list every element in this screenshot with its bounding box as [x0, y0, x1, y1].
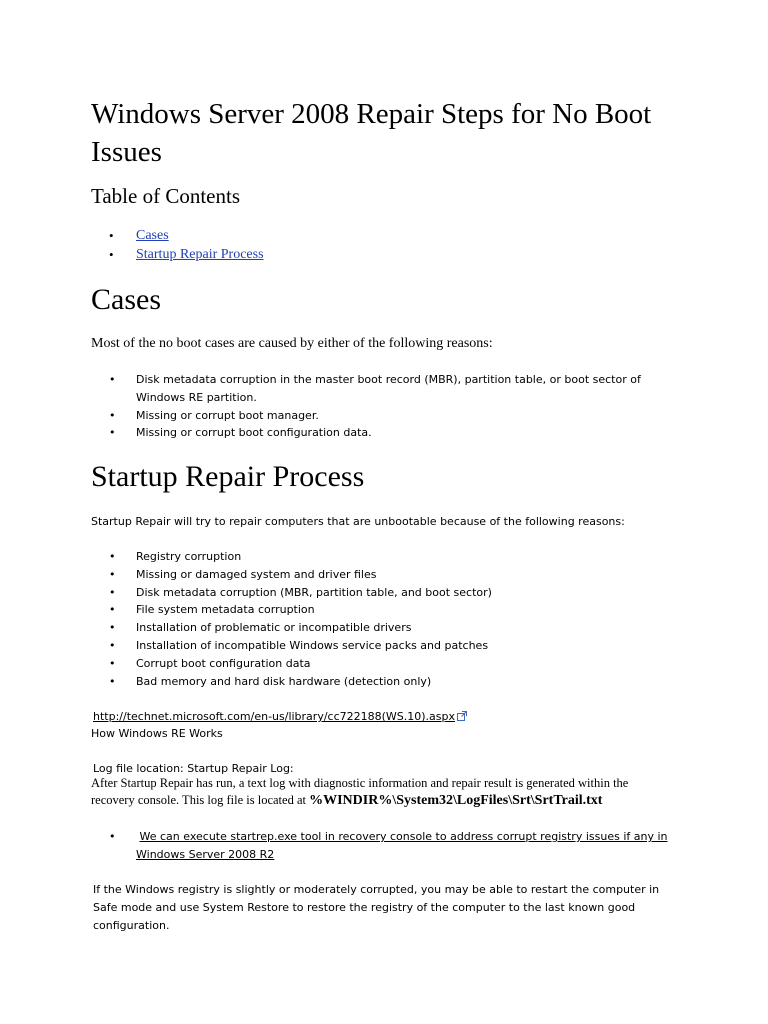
cases-intro: Most of the no boot cases are caused by either of the following reasons:: [91, 336, 493, 351]
toc-link-startup-repair[interactable]: Startup Repair Process: [136, 247, 264, 262]
list-item: • Installation of incompatible Windows service packs and patches: [91, 637, 651, 655]
technet-link-row: [93, 708, 467, 725]
cases-heading: Cases: [91, 283, 161, 316]
startup-bullet-list: [91, 548, 651, 690]
tip-bullet-list: [91, 828, 671, 863]
tip-text: We can execute startrep.exe tool in recovery console to address corrupt registry issues if any in Windows Server 2008 R2: [136, 830, 668, 861]
list-item: [91, 828, 671, 863]
list-item: • Missing or corrupt boot manager.: [91, 407, 651, 425]
list-item: • Bad memory and hard disk hardware (detection only): [91, 673, 651, 691]
link-caption: How Windows RE Works: [91, 727, 223, 740]
list-item: • File system metadata corruption: [91, 601, 651, 619]
toc-list: [91, 226, 264, 264]
final-paragraph: If the Windows registry is slightly or moderately corrupted, you may be able to restart the computer in Safe mode and use System Restore to restore the registry of the computer to the last known good configuration.: [93, 883, 660, 932]
startup-intro: Startup Repair will try to repair computers that are unbootable because of the following reasons:: [91, 515, 625, 528]
external-link-icon[interactable]: [457, 709, 467, 719]
log-file-path: %WINDIR%\System32\LogFiles\Srt\SrtTrail.txt: [309, 793, 603, 808]
cases-bullet-list: [91, 371, 651, 442]
list-item: • Disk metadata corruption in the master boot record (MBR), partition table, or boot sector of Windows RE partition.: [91, 371, 651, 407]
technet-link[interactable]: http://technet.microsoft.com/en-us/library/cc722188(WS.10).aspx: [93, 710, 456, 723]
log-file-text: After Startup Repair has run, a text log with diagnostic information and repair result is generated within the recovery console. This log file is located at: [91, 776, 629, 807]
toc-item-startup: [91, 245, 264, 264]
list-item: • Corrupt boot configuration data: [91, 655, 651, 673]
toc-heading: Table of Contents: [91, 184, 240, 208]
list-item: • Missing or corrupt boot configuration data.: [91, 424, 651, 442]
log-file-label: Log file location: Startup Repair Log:: [93, 762, 294, 775]
list-item: • Missing or damaged system and driver files: [91, 566, 651, 584]
list-item: • Disk metadata corruption (MBR, partition table, and boot sector): [91, 584, 651, 602]
list-item: • Installation of problematic or incompatible drivers: [91, 619, 651, 637]
list-item: • Registry corruption: [91, 548, 651, 566]
startup-repair-heading: Startup Repair Process: [91, 460, 365, 493]
document-title: Windows Server 2008 Repair Steps for No Boot Issues: [91, 98, 652, 168]
log-file-paragraph: [91, 775, 671, 809]
toc-item-cases: [91, 226, 264, 245]
toc-link-cases[interactable]: Cases: [136, 228, 169, 243]
